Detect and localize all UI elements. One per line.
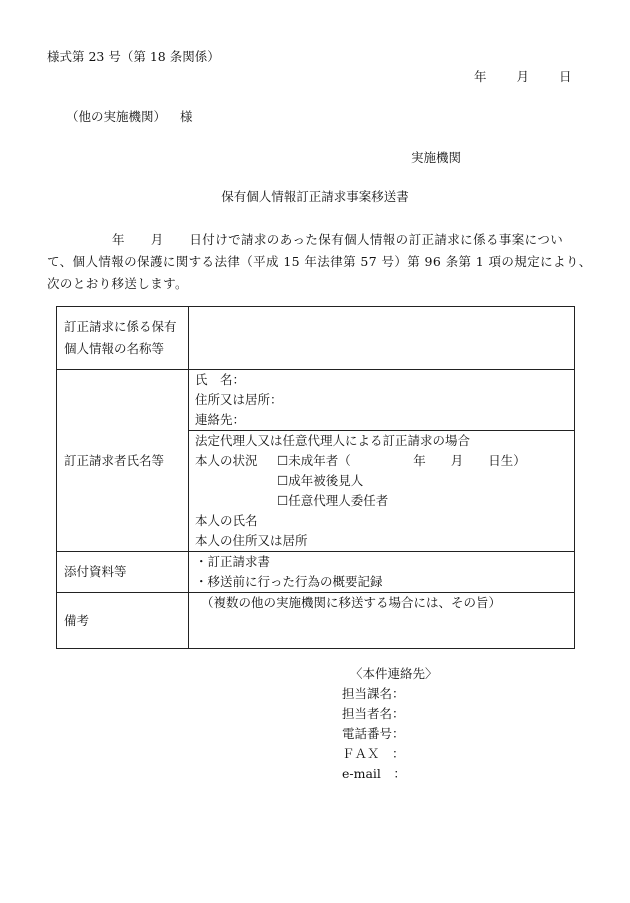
principal-address-field: 本人の住所又は居所	[195, 533, 308, 548]
attachment-item: ・訂正請求書	[195, 554, 271, 569]
date-line: 年 月 日	[474, 69, 572, 84]
agent-heading: 法定代理人又は任意代理人による訂正請求の場合	[189, 430, 574, 451]
transfer-info-table	[56, 306, 575, 649]
value-attachments	[189, 552, 575, 593]
table-row-remarks	[57, 593, 575, 649]
principal-status-row	[195, 451, 574, 471]
attachment-item: ・移送前に行った行為の概要記録	[195, 574, 383, 589]
label-remarks: 備考	[57, 593, 189, 649]
form-number: 様式第 23 号（第 18 条関係）	[47, 49, 220, 64]
principal-status-label: 本人の状況	[195, 453, 258, 468]
contact-fax-field: ＦＡＸ ：	[342, 746, 405, 761]
checkbox-adult-ward: ☐成年被後見人	[277, 473, 364, 488]
contact-email-field: e-mail ：	[342, 766, 406, 781]
contact-block	[342, 664, 438, 784]
body-paragraph	[47, 229, 592, 295]
body-line-2: て、個人情報の保護に関する法律（平成 15 年法律第 57 号）第 96 条第 1 項の規定により、	[47, 254, 592, 269]
table-row-info-name	[57, 307, 575, 370]
contact-heading: 〈本件連絡先〉	[350, 666, 438, 681]
body-line-1: 年 月 日付けで請求のあった保有個人情報の訂正請求に係る事案につい	[112, 232, 564, 247]
value-requester	[189, 370, 575, 552]
table-row-requester	[57, 370, 575, 552]
value-info-name	[189, 307, 575, 370]
document-title: 保有個人情報訂正請求事案移送書	[221, 189, 409, 204]
label-info-name	[57, 307, 189, 370]
remarks-note: （複数の他の実施機関に移送する場合には、その旨）	[201, 595, 502, 610]
contact-section-field: 担当課名：	[342, 686, 405, 701]
contact-person-field: 担当者名：	[342, 706, 405, 721]
body-line-3: 次のとおり移送します。	[47, 276, 188, 291]
label-attachments: 添付資料等	[57, 552, 189, 593]
value-remarks	[189, 593, 575, 649]
contact-phone-field: 電話番号：	[342, 726, 405, 741]
checkbox-minor: ☐未成年者（ 年 月 日生）	[277, 453, 526, 468]
requester-name-field: 氏 名：	[195, 372, 246, 387]
sender-line: 実施機関	[411, 150, 462, 165]
label-requester: 訂正請求者氏名等	[57, 370, 189, 552]
recipient-line: （他の実施機関） 様	[66, 109, 193, 124]
label-info-name-line1: 訂正請求に係る保有	[64, 319, 177, 334]
requester-address-field: 住所又は居所：	[195, 392, 283, 407]
label-info-name-line2: 個人情報の名称等	[64, 341, 165, 356]
table-row-attachments	[57, 552, 575, 593]
checkbox-delegator: ☐任意代理人委任者	[277, 493, 389, 508]
principal-name-field: 本人の氏名	[195, 513, 258, 528]
requester-contact-field: 連絡先：	[195, 412, 246, 427]
